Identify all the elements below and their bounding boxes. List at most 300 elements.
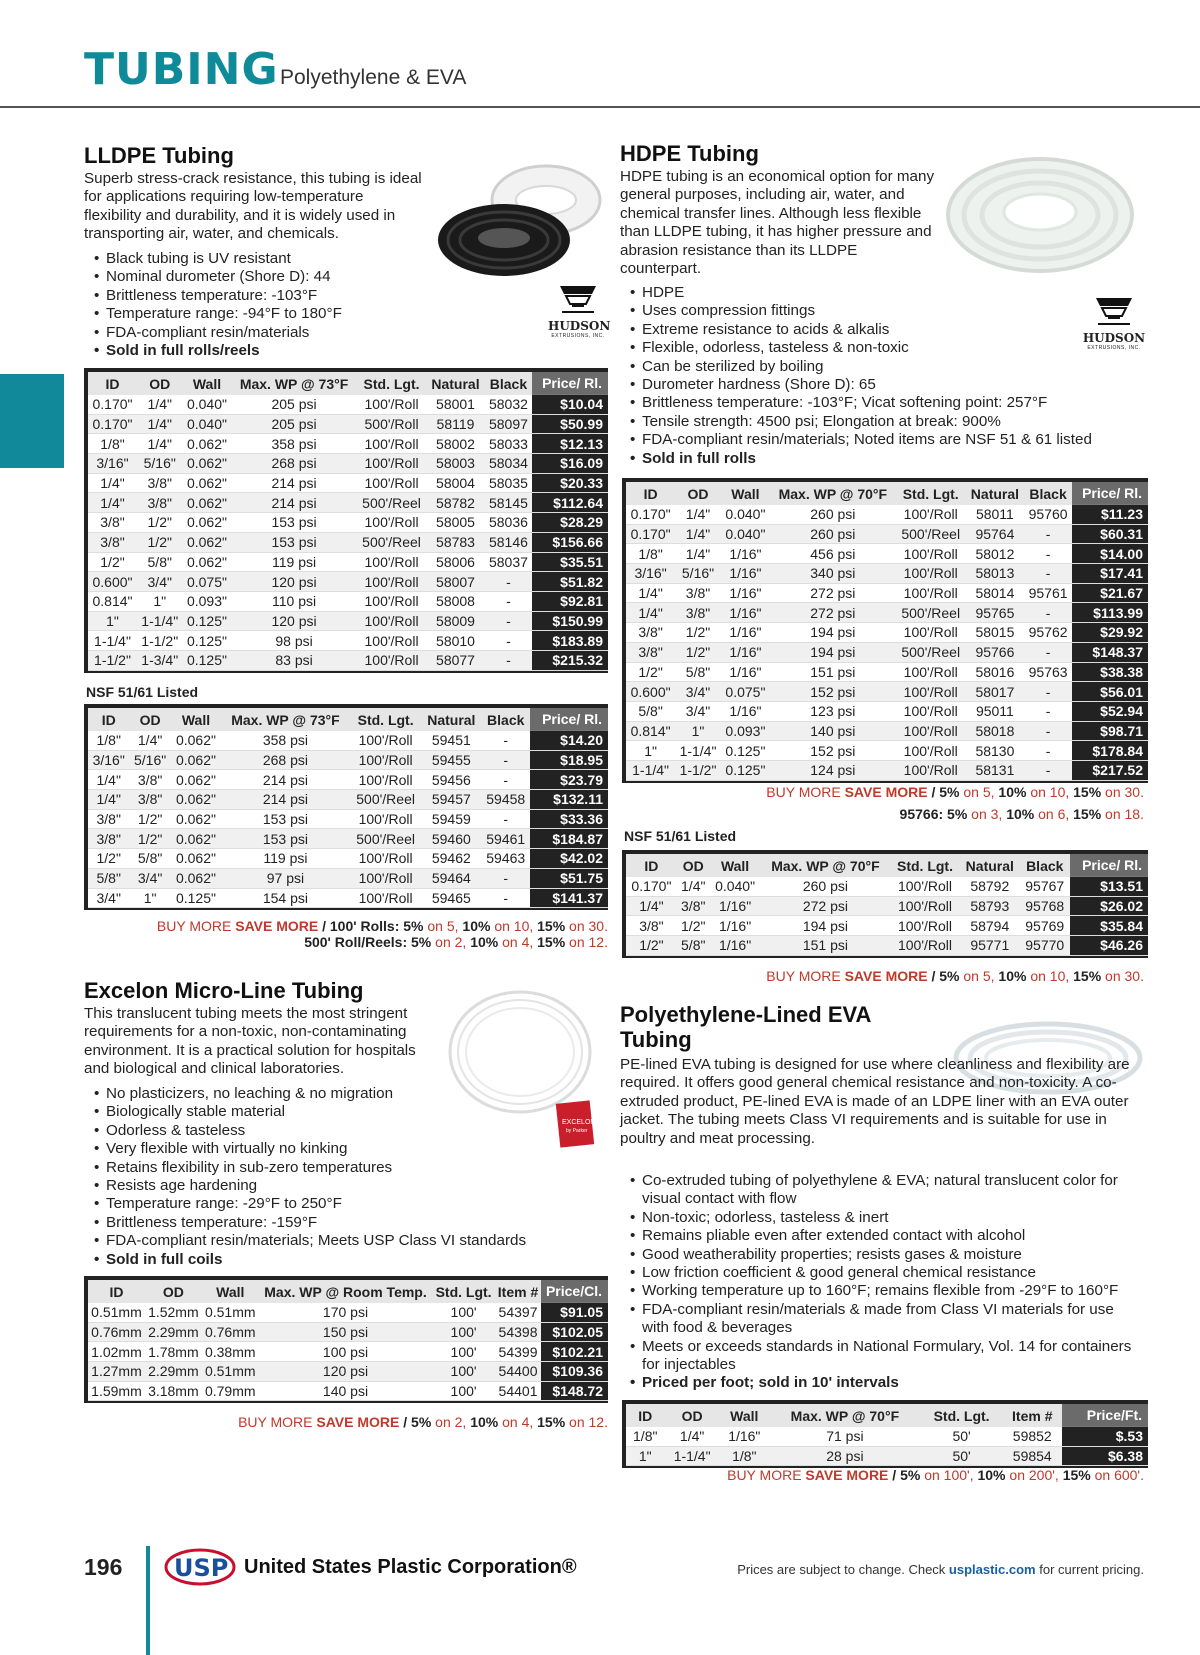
buy-more-part: 15% <box>537 918 566 934</box>
eva-buy-more <box>727 1467 1144 1483</box>
table-cell: 59854 <box>1002 1446 1062 1466</box>
buy-more-part: on 10, <box>1026 968 1074 984</box>
table-cell: 2.29mm <box>145 1322 202 1342</box>
table-cell: 100'/Roll <box>890 877 959 897</box>
eva-table <box>622 1400 1148 1468</box>
table-cell: 5/8" <box>137 552 183 572</box>
table-cell: 95765 <box>966 603 1024 623</box>
table-cell: 54399 <box>495 1342 541 1362</box>
table-cell: 500'/Reel <box>357 493 427 513</box>
buy-more-part: on 12. <box>565 934 608 950</box>
table-cell: 1/4" <box>626 603 675 623</box>
table-cell: 260 psi <box>770 505 896 525</box>
table-cell: 59464 <box>421 868 481 888</box>
table-cell: 0.062" <box>182 493 231 513</box>
table-row <box>88 611 608 631</box>
table-cell: 3/8" <box>137 493 183 513</box>
price-cell: $33.36 <box>530 809 608 829</box>
table-row <box>88 731 608 751</box>
price-cell: $112.64 <box>532 493 608 513</box>
table-cell: 59465 <box>421 888 481 908</box>
table-cell: 0.040" <box>182 395 231 415</box>
buy-more-part: on 5, <box>423 918 463 934</box>
price-cell: $18.95 <box>530 750 608 770</box>
buy-more-part: / 5% <box>927 968 960 984</box>
lldpe-description: Superb stress-crack resistance, this tubing is ideal for applications requiring low-temperature flexibility and durability, and it is widely used in transporting air, water, and chemicals. <box>84 170 422 243</box>
table-cell: 100'/Roll <box>896 583 966 603</box>
table-cell: 0.51mm <box>202 1303 259 1323</box>
price-cell: $26.02 <box>1070 896 1148 916</box>
table-cell: 1/2" <box>675 623 721 643</box>
buy-more-part: on 5, <box>959 784 999 800</box>
column-header: Natural <box>426 372 484 395</box>
table-cell: 58097 <box>485 414 533 434</box>
column-header: Std. Lgt. <box>890 854 959 877</box>
table-cell: 0.125" <box>182 611 231 631</box>
table-cell: 1/16" <box>721 642 770 662</box>
table-cell: 59458 <box>481 790 530 810</box>
buy-more-part: 15% <box>1073 968 1102 984</box>
table-row <box>626 936 1148 956</box>
buy-more-part: 10% <box>462 918 491 934</box>
table-cell: 58119 <box>426 414 484 434</box>
excelon-section <box>84 978 440 1079</box>
column-header: Std. Lgt. <box>432 1280 495 1303</box>
price-cell: $148.37 <box>1072 642 1148 662</box>
table-row <box>88 868 608 888</box>
table-cell: 100'/Roll <box>890 916 959 936</box>
bullet-item: • Remains pliable even after extended contact with alcohol <box>620 1227 1140 1245</box>
table-cell: 0.76mm <box>88 1322 145 1342</box>
table-cell: - <box>481 750 530 770</box>
column-header: Std. Lgt. <box>357 372 427 395</box>
table-cell: 100'/Roll <box>357 611 427 631</box>
table-row <box>88 473 608 493</box>
table-cell: 100'/Roll <box>890 936 959 956</box>
table-cell: - <box>481 809 530 829</box>
table-cell: 100'/Roll <box>350 770 422 790</box>
bullet-item-bold: • Sold in full coils <box>84 1251 604 1269</box>
table-cell: 100'/Roll <box>896 721 966 741</box>
table-cell: 58014 <box>966 583 1024 603</box>
column-header: Std. Lgt. <box>921 1404 1002 1427</box>
column-header: Price/ Rl. <box>1072 482 1148 505</box>
price-cell: $14.00 <box>1072 544 1148 564</box>
buy-more-part: / 5% <box>888 1467 921 1483</box>
table-cell: 0.062" <box>182 552 231 572</box>
table-cell: 1/16" <box>710 896 761 916</box>
bullet-item: • Good weatherability properties; resists gases & moisture <box>620 1246 1140 1264</box>
table-cell: - <box>481 770 530 790</box>
buy-more-part: / 5% <box>927 784 960 800</box>
usplastic-link[interactable]: usplastic.com <box>948 1562 1036 1577</box>
table-cell: 58010 <box>426 631 484 651</box>
table-cell: 3/4" <box>129 868 170 888</box>
table-cell: 58016 <box>966 662 1024 682</box>
table-cell: 1/2" <box>88 552 137 572</box>
excelon-box-sublabel: by Parker <box>566 1128 588 1134</box>
table-cell: 1/4" <box>626 896 677 916</box>
pricing-note <box>737 1562 1144 1577</box>
buy-more-part: SAVE MORE <box>316 1414 400 1430</box>
table-cell: 5/8" <box>129 849 170 869</box>
excelon-buy-more <box>238 1414 608 1430</box>
table-cell: - <box>1024 524 1072 544</box>
table-cell: 100'/Roll <box>350 731 422 751</box>
price-cell: $51.82 <box>532 572 608 592</box>
table-cell: 1/16" <box>721 583 770 603</box>
column-header: ID <box>88 372 137 395</box>
buy-more-part: on 600'. <box>1090 1467 1144 1483</box>
bullet-item: • Temperature range: -94°F to 180°F <box>84 305 444 323</box>
buy-more-part: BUY MORE <box>727 1467 806 1483</box>
hdpe-nsf-table <box>622 850 1148 958</box>
table-cell: 95762 <box>1024 623 1072 643</box>
pricing-note-b: for current pricing. <box>1035 1562 1144 1577</box>
table-cell: 0.062" <box>182 532 231 552</box>
table-cell: 3/8" <box>677 896 710 916</box>
table-cell: 59456 <box>421 770 481 790</box>
table-cell: 500'/Reel <box>896 524 966 544</box>
table-cell: 100'/Roll <box>350 868 422 888</box>
price-cell: $11.23 <box>1072 505 1148 525</box>
lldpe-tubing-image <box>426 148 610 280</box>
table-cell: 58793 <box>960 896 1020 916</box>
buy-more-part: SAVE MORE <box>844 968 928 984</box>
table-cell: 1/2" <box>137 532 183 552</box>
bullet-item: • Brittleness temperature: -103°F <box>84 287 444 305</box>
table-cell: 59462 <box>421 849 481 869</box>
price-cell: $109.36 <box>541 1362 608 1382</box>
eva-title: Polyethylene-Lined EVA Tubing <box>620 1002 871 1052</box>
table-cell: 272 psi <box>760 896 890 916</box>
bullet-item: • Uses compression fittings <box>620 302 1140 320</box>
table-cell: 2.29mm <box>145 1362 202 1382</box>
table-row <box>88 1322 608 1342</box>
bullet-item: • Brittleness temperature: -159°F <box>84 1214 604 1232</box>
table-cell: 1/2" <box>675 642 721 662</box>
table-cell: 58782 <box>426 493 484 513</box>
column-header: Price/Cl. <box>541 1280 608 1303</box>
table-cell: - <box>1024 682 1072 702</box>
page-subtitle: Polyethylene & EVA <box>280 66 467 89</box>
table-cell: 5/8" <box>675 662 721 682</box>
buy-more-part: on 2, <box>431 934 471 950</box>
table-cell: - <box>481 731 530 751</box>
table-cell: 1/4" <box>677 877 710 897</box>
table-cell: 152 psi <box>770 682 896 702</box>
table-cell: 3/16" <box>88 454 137 474</box>
column-header: OD <box>677 854 710 877</box>
hdpe-nsf-label: NSF 51/61 Listed <box>624 828 737 844</box>
table-cell: 3/8" <box>675 583 721 603</box>
table-cell: 1-1/4" <box>88 631 137 651</box>
table-cell: 58012 <box>966 544 1024 564</box>
table-cell: 50' <box>921 1427 1002 1447</box>
table-cell: 100'/Roll <box>357 395 427 415</box>
table-row <box>626 741 1148 761</box>
buy-more-part: 15% <box>1073 806 1102 822</box>
price-cell: $35.51 <box>532 552 608 572</box>
table-row <box>626 603 1148 623</box>
price-cell: $91.05 <box>541 1303 608 1323</box>
table-cell: 54400 <box>495 1362 541 1382</box>
price-cell: $.53 <box>1062 1427 1148 1447</box>
table-cell: 0.062" <box>171 770 221 790</box>
table-cell: 100'/Roll <box>357 631 427 651</box>
column-header: Max. WP @ Room Temp. <box>259 1280 433 1303</box>
table-cell: 456 psi <box>770 544 896 564</box>
column-header: Max. WP @ 73°F <box>221 708 350 731</box>
table-cell: 0.062" <box>182 513 231 533</box>
eva-description: PE-lined EVA tubing is designed for use where cleanliness and flexibility are required. It offers good general chemical resistance and non-toxicity. A co-extruded product, PE-lined EVA is made of an LDPE liner with an EVA outer jacket. The tubing meets Class VI requirements and is suitable for use in poultry and meat processing. <box>620 1056 1130 1147</box>
table-cell: - <box>1024 721 1072 741</box>
hdpe-table <box>622 478 1148 783</box>
table-cell: 1/4" <box>675 544 721 564</box>
buy-more-part: on 10, <box>490 918 538 934</box>
table-cell: 1/2" <box>626 662 675 682</box>
table-cell: 0.600" <box>88 572 137 592</box>
column-header: Item # <box>1002 1404 1062 1427</box>
table-cell: 100'/Roll <box>350 750 422 770</box>
usp-logo-icon <box>164 1548 236 1586</box>
hdpe-buy-more-1 <box>766 784 1144 800</box>
buy-more-part: on 3, <box>967 806 1007 822</box>
table-cell: 3/4" <box>675 701 721 721</box>
table-row <box>88 1342 608 1362</box>
table-cell: 0.814" <box>626 721 675 741</box>
bullet-item: • No plasticizers, no leaching & no migration <box>84 1085 604 1103</box>
table-cell: 5/8" <box>677 936 710 956</box>
column-header: ID <box>626 482 675 505</box>
table-cell: - <box>485 591 533 611</box>
table-row <box>626 896 1148 916</box>
table-cell: 1/4" <box>137 434 183 454</box>
table-cell: 153 psi <box>231 532 356 552</box>
eva-section <box>620 1002 940 1052</box>
table-cell: 1/16" <box>721 701 770 721</box>
table-cell: 1-1/4" <box>137 611 183 631</box>
table-cell: 1/16" <box>721 603 770 623</box>
table-cell: 58792 <box>960 877 1020 897</box>
table-cell: 1/2" <box>137 513 183 533</box>
table-cell: 1" <box>626 741 675 761</box>
table-cell: 100'/Roll <box>357 513 427 533</box>
column-header: Wall <box>720 1404 769 1427</box>
buy-more-part: on 100', <box>920 1467 978 1483</box>
table-cell: - <box>485 631 533 651</box>
table-cell: 1/4" <box>129 731 170 751</box>
table-cell: 5/8" <box>88 868 129 888</box>
table-cell: 59457 <box>421 790 481 810</box>
price-cell: $10.04 <box>532 395 608 415</box>
hdpe-buy-more-3 <box>766 968 1144 984</box>
buy-more-part: 10% <box>1006 806 1035 822</box>
table-cell: 59460 <box>421 829 481 849</box>
hudson-emblem-icon <box>558 284 598 314</box>
column-header: Price/ Rl. <box>532 372 608 395</box>
table-cell: 151 psi <box>770 662 896 682</box>
table-cell: 83 psi <box>231 650 356 670</box>
table-row <box>626 760 1148 780</box>
table-cell: 120 psi <box>259 1362 433 1382</box>
table-cell: 1.78mm <box>145 1342 202 1362</box>
table-row <box>626 623 1148 643</box>
table-row <box>88 414 608 434</box>
table-cell: 1/4" <box>675 524 721 544</box>
table-cell: 123 psi <box>770 701 896 721</box>
table-cell: 1-1/4" <box>675 741 721 761</box>
excelon-table <box>84 1276 608 1403</box>
table-cell: 3/16" <box>626 564 675 584</box>
hudson-logo-subtitle: EXTRUSIONS, INC. <box>551 333 605 339</box>
price-cell: $6.38 <box>1062 1446 1148 1466</box>
table-cell: 100'/Roll <box>357 473 427 493</box>
buy-more-part: 15% <box>1062 1467 1091 1483</box>
table-cell: 100'/Roll <box>896 741 966 761</box>
price-cell: $92.81 <box>532 591 608 611</box>
buy-more-part: on 6, <box>1034 806 1074 822</box>
table-cell: 71 psi <box>769 1427 921 1447</box>
price-cell: $23.79 <box>530 770 608 790</box>
buy-more-part: 95766: 5% <box>899 806 968 822</box>
usp-logo-text: USP <box>174 1554 229 1582</box>
table-row <box>88 454 608 474</box>
buy-more-part: on 18. <box>1101 806 1144 822</box>
table-cell: 260 psi <box>770 524 896 544</box>
column-header: OD <box>137 372 183 395</box>
table-cell: 1.27mm <box>88 1362 145 1382</box>
column-header: Item # <box>495 1280 541 1303</box>
table-cell: 0.093" <box>182 591 231 611</box>
buy-more-part: on 200', <box>1005 1467 1063 1483</box>
table-cell: 1-1/2" <box>137 631 183 651</box>
price-cell: $14.20 <box>530 731 608 751</box>
table-cell: 3/8" <box>626 623 675 643</box>
hdpe-title: HDPE Tubing <box>620 141 759 166</box>
table-cell: 0.040" <box>182 414 231 434</box>
table-cell: 95763 <box>1024 662 1072 682</box>
table-cell: 1/2" <box>88 849 129 869</box>
table-cell: 100'/Roll <box>896 760 966 780</box>
bullet-item: • Very flexible with virtually no kinking <box>84 1140 604 1158</box>
table-cell: 358 psi <box>221 731 350 751</box>
table-cell: 120 psi <box>231 611 356 631</box>
table-cell: 58001 <box>426 395 484 415</box>
hdpe-tubing-image <box>940 150 1140 280</box>
hdpe-section <box>620 141 940 278</box>
table-cell: 0.125" <box>182 650 231 670</box>
page-title: TUBING <box>84 44 279 95</box>
table-row <box>88 532 608 552</box>
table-cell: 0.062" <box>171 750 221 770</box>
section-tab <box>0 374 64 468</box>
price-cell: $132.11 <box>530 790 608 810</box>
bullet-item: • Nominal durometer (Shore D): 44 <box>84 268 444 286</box>
price-cell: $150.99 <box>532 611 608 631</box>
table-cell: - <box>1024 564 1072 584</box>
table-cell: 119 psi <box>221 849 350 869</box>
column-header: Natural <box>960 854 1020 877</box>
price-cell: $60.31 <box>1072 524 1148 544</box>
hdpe-description: HDPE tubing is an economical option for many general purposes, including air, water, and chemical transfer lines. Although less flexible than LLDPE tubing, it has higher pressure and abrasion resistance than its LLDPE counterpart. <box>620 168 935 278</box>
hudson-logo-name: HUDSON <box>548 319 611 333</box>
hudson-logo-1 <box>548 284 611 339</box>
table-cell: 500'/Reel <box>357 532 427 552</box>
price-cell: $38.38 <box>1072 662 1148 682</box>
column-header: Max. WP @ 70°F <box>760 854 890 877</box>
price-cell: $35.84 <box>1070 916 1148 936</box>
table-cell: 154 psi <box>221 888 350 908</box>
table-cell: 58011 <box>966 505 1024 525</box>
buy-more-part: on 30. <box>1101 784 1144 800</box>
table-cell: 95767 <box>1020 877 1070 897</box>
table-cell: 100'/Roll <box>896 682 966 702</box>
table-cell: 340 psi <box>770 564 896 584</box>
hudson-logo-subtitle: EXTRUSIONS, INC. <box>1087 345 1141 351</box>
table-row <box>88 829 608 849</box>
buy-more-part: on 2, <box>431 1414 471 1430</box>
column-header: Wall <box>171 708 221 731</box>
table-cell: 358 psi <box>231 434 356 454</box>
price-cell: $20.33 <box>532 473 608 493</box>
buy-more-part: on 4, <box>498 1414 538 1430</box>
table-cell: 59455 <box>421 750 481 770</box>
table-cell: 58007 <box>426 572 484 592</box>
bullet-item: • Black tubing is UV resistant <box>84 250 444 268</box>
lldpe-buy-more-2 <box>304 934 608 950</box>
buy-more-part: on 30. <box>565 918 608 934</box>
table-cell: 58002 <box>426 434 484 454</box>
table-cell: 205 psi <box>231 414 356 434</box>
price-cell: $52.94 <box>1072 701 1148 721</box>
table-cell: 3/8" <box>88 829 129 849</box>
price-cell: $17.41 <box>1072 564 1148 584</box>
table-cell: 58008 <box>426 591 484 611</box>
column-header: OD <box>129 708 170 731</box>
column-header: Black <box>1024 482 1072 505</box>
buy-more-part: SAVE MORE <box>805 1467 889 1483</box>
table-cell: 214 psi <box>231 493 356 513</box>
table-cell: 58037 <box>485 552 533 572</box>
buy-more-part: BUY MORE <box>156 918 236 934</box>
table-cell: 0.600" <box>626 682 675 702</box>
table-cell: 500'/Reel <box>350 790 422 810</box>
table-cell: 260 psi <box>760 877 890 897</box>
buy-more-part: 10% <box>998 968 1027 984</box>
table-cell: 100'/Roll <box>350 888 422 908</box>
table-row <box>626 701 1148 721</box>
column-header: ID <box>626 1404 664 1427</box>
bullet-item: • Extreme resistance to acids & alkalis <box>620 321 1140 339</box>
table-cell: 100'/Roll <box>357 454 427 474</box>
table-cell: 1/16" <box>721 564 770 584</box>
column-header: Wall <box>710 854 761 877</box>
table-cell: 1/4" <box>137 414 183 434</box>
lldpe-title: LLDPE Tubing <box>84 143 234 168</box>
bullet-item: • Retains flexibility in sub-zero temperatures <box>84 1159 604 1177</box>
table-row <box>626 524 1148 544</box>
table-cell: 500'/Reel <box>896 642 966 662</box>
table-cell: 3/8" <box>137 473 183 493</box>
table-cell: - <box>1024 544 1072 564</box>
table-cell: 120 psi <box>231 572 356 592</box>
table-cell: 58013 <box>966 564 1024 584</box>
table-cell: 0.125" <box>171 888 221 908</box>
table-cell: 0.062" <box>171 868 221 888</box>
table-cell: 1" <box>129 888 170 908</box>
table-row <box>626 642 1148 662</box>
